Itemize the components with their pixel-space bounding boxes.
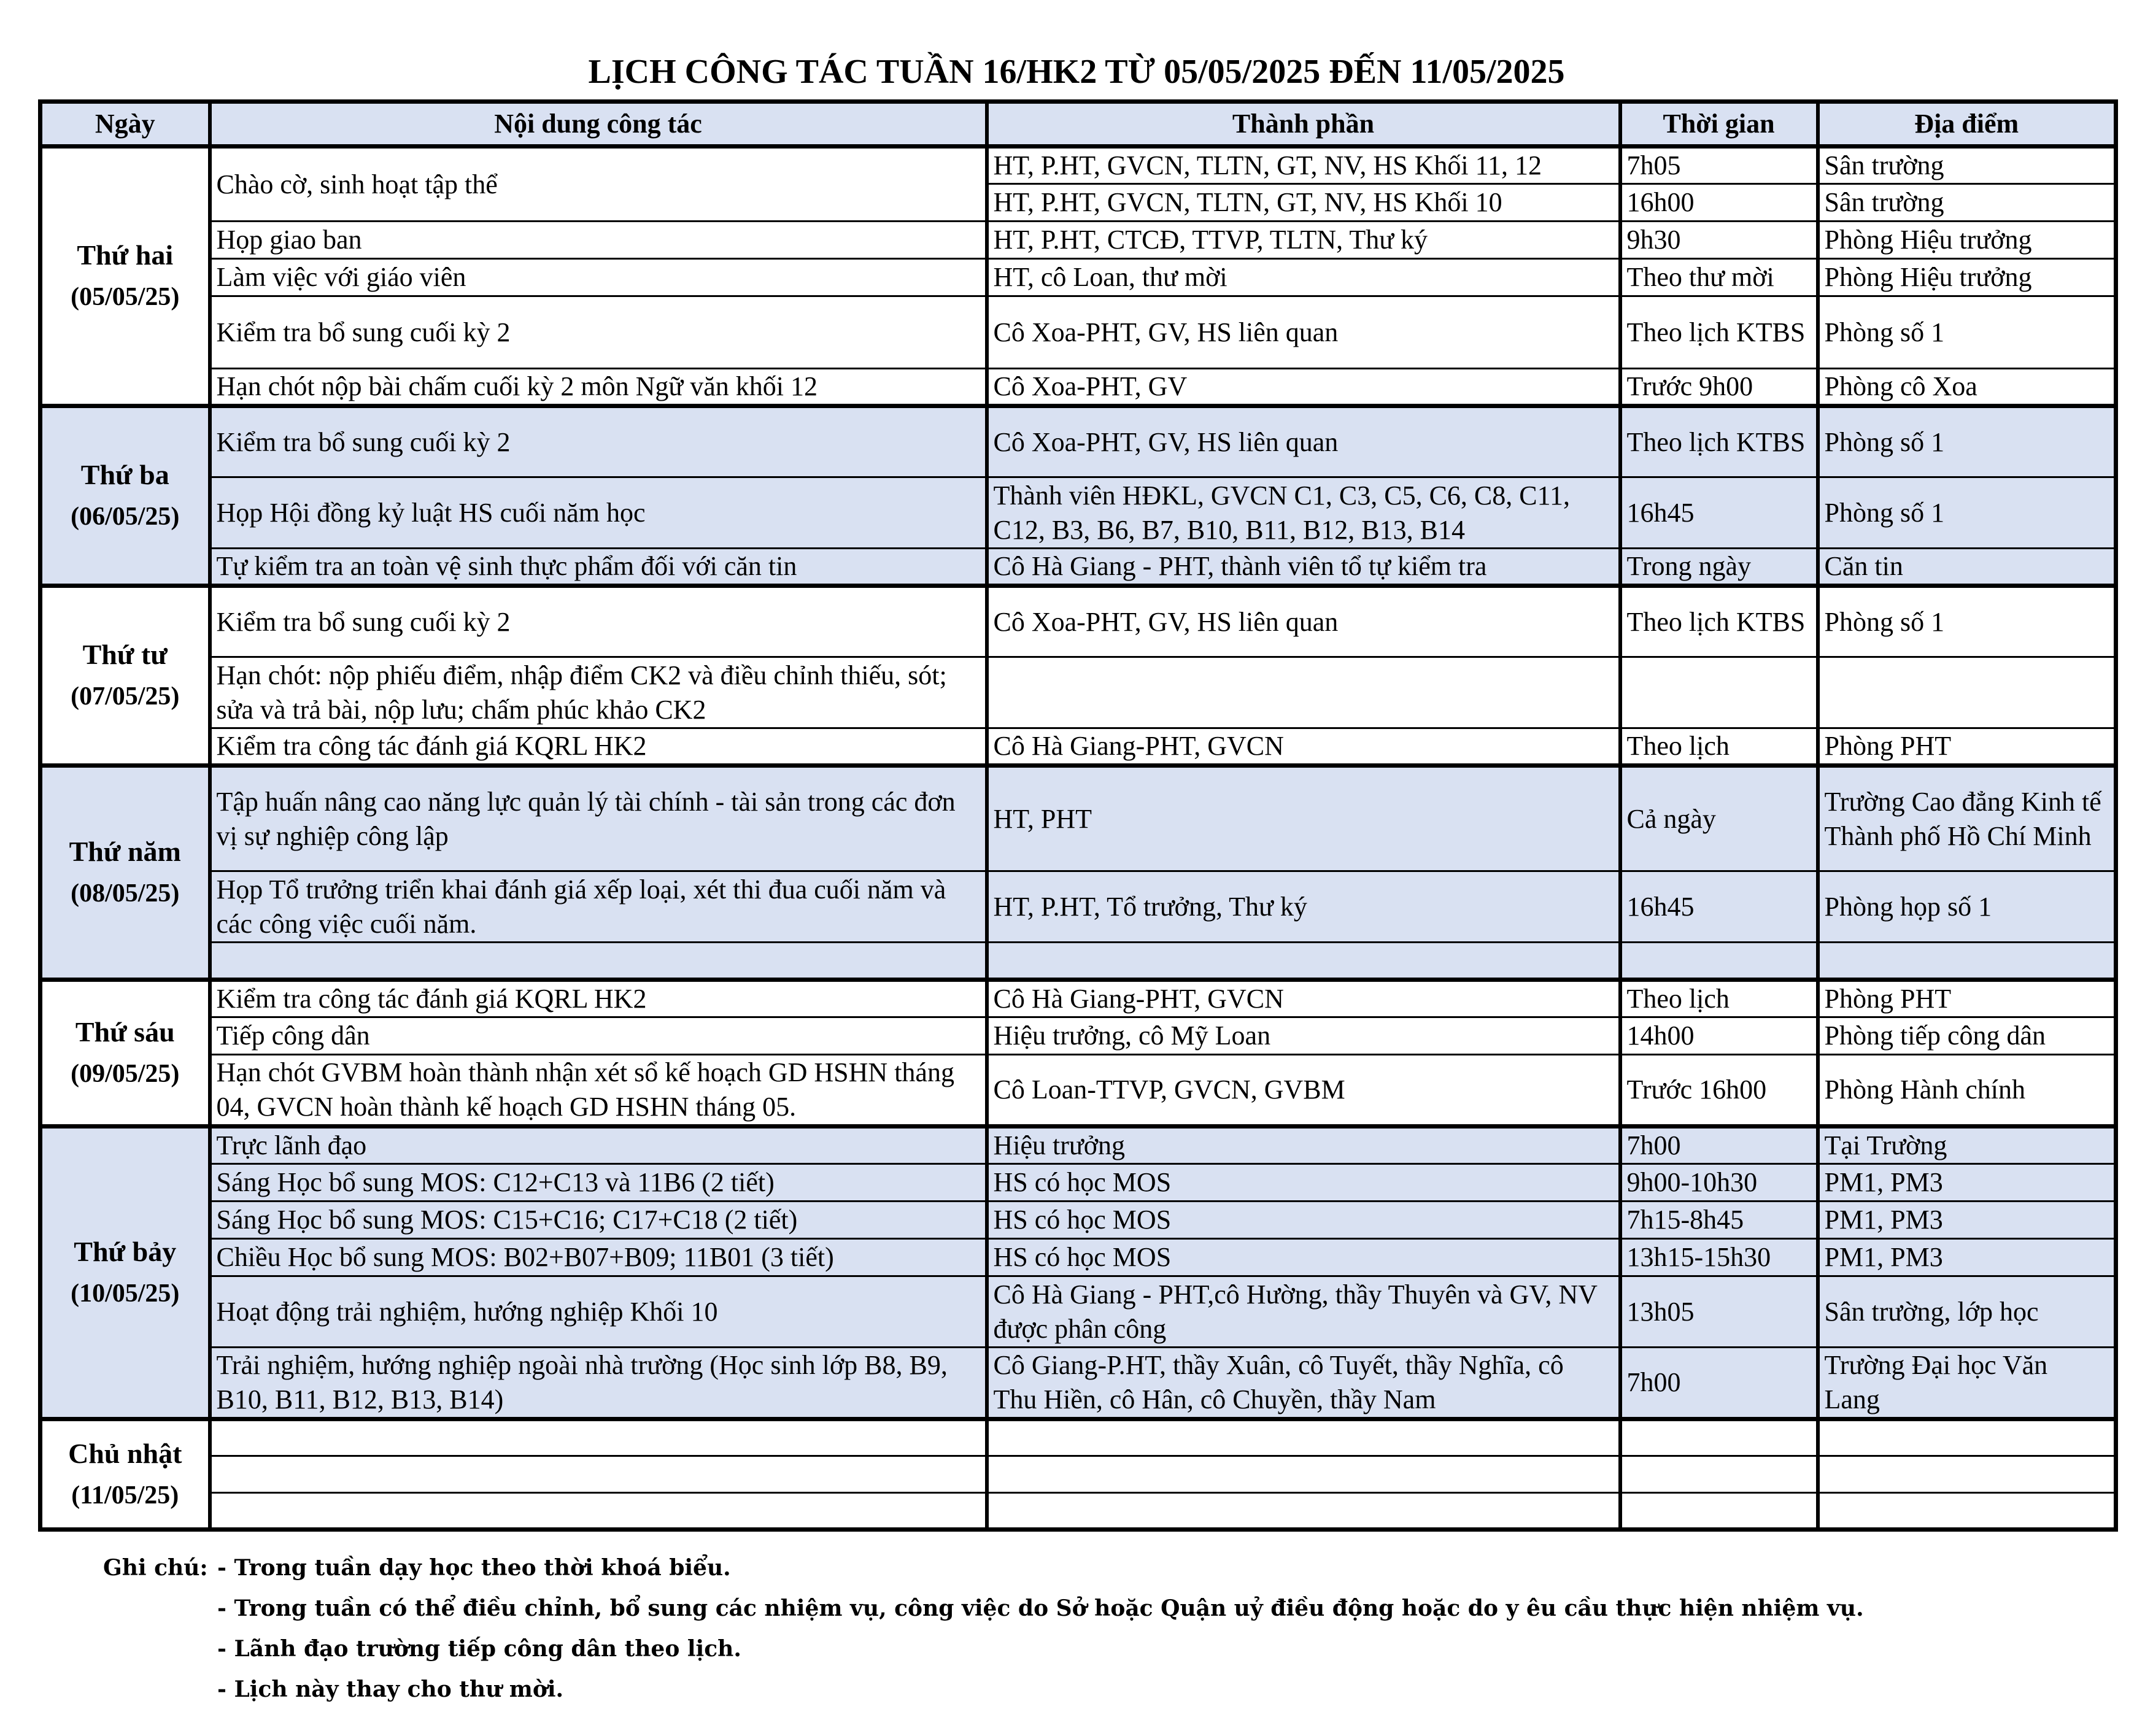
task-location bbox=[1818, 657, 2116, 728]
day-name: Thứ hai bbox=[77, 239, 174, 271]
task-location: Phòng PHT bbox=[1818, 980, 2116, 1017]
task-content: Tiếp công dân bbox=[210, 1017, 987, 1055]
day-name: Thứ ba bbox=[80, 459, 169, 490]
task-location: Phòng số 1 bbox=[1818, 296, 2116, 369]
task-time bbox=[1620, 1419, 1818, 1456]
task-content: Chào cờ, sinh hoạt tập thể bbox=[210, 147, 987, 222]
table-row bbox=[41, 728, 2116, 766]
note-item: - Lãnh đạo trường tiếp công dân theo lịch. bbox=[217, 1636, 741, 1662]
table-row bbox=[41, 871, 2116, 943]
day-cell bbox=[41, 766, 210, 980]
task-participants bbox=[987, 1419, 1620, 1456]
task-time: Trước 9h00 bbox=[1620, 369, 1818, 406]
day-group-wednesday bbox=[41, 586, 2116, 766]
task-location bbox=[1818, 943, 2116, 980]
task-time: Theo lịch KTBS bbox=[1620, 406, 1818, 477]
task-location: Trường Cao đẳng Kinh tế Thành phố Hồ Chí Minh bbox=[1818, 766, 2116, 871]
task-location: Phòng số 1 bbox=[1818, 406, 2116, 477]
note-item: - Lịch này thay cho thư mời. bbox=[217, 1676, 564, 1702]
day-name: Thứ sáu bbox=[75, 1016, 175, 1047]
task-participants bbox=[987, 1456, 1620, 1493]
table-row bbox=[41, 980, 2116, 1017]
task-location bbox=[1818, 1419, 2116, 1456]
table-row bbox=[41, 369, 2116, 406]
task-location bbox=[1818, 1493, 2116, 1530]
task-participants: HT, cô Loan, thư mời bbox=[987, 259, 1620, 296]
task-participants bbox=[987, 943, 1620, 980]
header-time: Thời gian bbox=[1620, 102, 1818, 147]
task-time: 7h05 bbox=[1620, 147, 1818, 184]
day-group-friday bbox=[41, 980, 2116, 1127]
day-date: (11/05/25) bbox=[71, 1481, 179, 1510]
task-participants: HT, PHT bbox=[987, 766, 1620, 871]
header-participants: Thành phần bbox=[987, 102, 1620, 147]
task-participants: Cô Hà Giang-PHT, GVCN bbox=[987, 728, 1620, 766]
task-time: Cả ngày bbox=[1620, 766, 1818, 871]
task-participants: Cô Xoa-PHT, GV, HS liên quan bbox=[987, 406, 1620, 477]
header-location: Địa điểm bbox=[1818, 102, 2116, 147]
day-group-sunday bbox=[41, 1419, 2116, 1530]
task-time: 9h00-10h30 bbox=[1620, 1164, 1818, 1202]
task-time: Trong ngày bbox=[1620, 549, 1818, 586]
task-location: PM1, PM3 bbox=[1818, 1202, 2116, 1239]
task-participants bbox=[987, 657, 1620, 728]
task-location: Phòng số 1 bbox=[1818, 586, 2116, 657]
table-row bbox=[41, 549, 2116, 586]
task-location: Sân trường bbox=[1818, 147, 2116, 184]
task-content: Kiểm tra bổ sung cuối kỳ 2 bbox=[210, 586, 987, 657]
table-header bbox=[41, 102, 2116, 147]
task-location: PM1, PM3 bbox=[1818, 1239, 2116, 1276]
table-row bbox=[41, 1276, 2116, 1348]
task-content: Trực lãnh đạo bbox=[210, 1127, 987, 1164]
task-time: 9h30 bbox=[1620, 222, 1818, 259]
task-content: Kiểm tra bổ sung cuối kỳ 2 bbox=[210, 296, 987, 369]
table-row bbox=[41, 1239, 2116, 1276]
table-row bbox=[41, 259, 2116, 296]
page-title: LỊCH CÔNG TÁC TUẦN 16/HK2 TỪ 05/05/2025 ĐẾN 11/05/2025 bbox=[588, 53, 1565, 91]
task-location: Phòng họp số 1 bbox=[1818, 871, 2116, 943]
task-participants: HT, P.HT, CTCĐ, TTVP, TLTN, Thư ký bbox=[987, 222, 1620, 259]
day-name: Thứ tư bbox=[82, 639, 168, 670]
task-content bbox=[210, 1419, 987, 1456]
task-content: Chiều Học bổ sung MOS: B02+B07+B09; 11B01 (3 tiết) bbox=[210, 1239, 987, 1276]
day-date: (10/05/25) bbox=[71, 1279, 180, 1308]
task-participants: HT, P.HT, GVCN, TLTN, GT, NV, HS Khối 10 bbox=[987, 184, 1620, 222]
task-content: Tập huấn nâng cao năng lực quản lý tài chính - tài sản trong các đơn vị sự nghiệp công lập bbox=[210, 766, 987, 871]
task-time: Trước 16h00 bbox=[1620, 1055, 1818, 1127]
task-location bbox=[1818, 1456, 2116, 1493]
task-content: Hạn chót: nộp phiếu điểm, nhập điểm CK2 và điều chỉnh thiếu, sót; sửa và trả bài, nộp lưu; chấm phúc khảo CK2 bbox=[210, 657, 987, 728]
task-participants: Cô Giang-P.HT, thầy Xuân, cô Tuyết, thầy Nghĩa, cô Thu Hiền, cô Hân, cô Chuyền, thầy Nam bbox=[987, 1348, 1620, 1419]
task-time: 7h15-8h45 bbox=[1620, 1202, 1818, 1239]
table-row bbox=[41, 1456, 2116, 1493]
task-time: Theo lịch KTBS bbox=[1620, 586, 1818, 657]
task-content: Trải nghiệm, hướng nghiệp ngoài nhà trường (Học sinh lớp B8, B9, B10, B11, B12, B13, B14) bbox=[210, 1348, 987, 1419]
table-row bbox=[41, 943, 2116, 980]
day-date: (05/05/25) bbox=[71, 283, 180, 311]
table-row bbox=[41, 1348, 2116, 1419]
task-participants: Thành viên HĐKL, GVCN C1, C3, C5, C6, C8, C11, C12, B3, B6, B7, B10, B11, B12, B13, B14 bbox=[987, 477, 1620, 549]
task-time bbox=[1620, 943, 1818, 980]
task-time: Theo lịch bbox=[1620, 728, 1818, 766]
notes-label: Ghi chú: bbox=[103, 1555, 208, 1581]
task-location: PM1, PM3 bbox=[1818, 1164, 2116, 1202]
task-time bbox=[1620, 1456, 1818, 1493]
task-participants bbox=[987, 1493, 1620, 1530]
notes-list bbox=[217, 1548, 1864, 1710]
task-time: 7h00 bbox=[1620, 1348, 1818, 1419]
task-location: Phòng PHT bbox=[1818, 728, 2116, 766]
header-content: Nội dung công tác bbox=[210, 102, 987, 147]
note-item: - Trong tuần dạy học theo thời khoá biểu. bbox=[217, 1555, 731, 1581]
task-participants: Cô Hà Giang - PHT, thành viên tổ tự kiểm tra bbox=[987, 549, 1620, 586]
task-content: Hạn chót GVBM hoàn thành nhận xét sổ kế hoạch GD HSHN tháng 04, GVCN hoàn thành kế hoạch GD HSHN tháng 05. bbox=[210, 1055, 987, 1127]
task-content: Hoạt động trải nghiệm, hướng nghiệp Khối 10 bbox=[210, 1276, 987, 1348]
task-content: Tự kiểm tra an toàn vệ sinh thực phẩm đối với căn tin bbox=[210, 549, 987, 586]
day-group-saturday bbox=[41, 1127, 2116, 1419]
day-group-tuesday bbox=[41, 406, 2116, 586]
task-participants: Cô Xoa-PHT, GV, HS liên quan bbox=[987, 586, 1620, 657]
table-row bbox=[41, 1419, 2116, 1456]
task-content: Họp Hội đồng kỷ luật HS cuối năm học bbox=[210, 477, 987, 549]
table-row bbox=[41, 657, 2116, 728]
task-location: Tại Trường bbox=[1818, 1127, 2116, 1164]
task-content bbox=[210, 1493, 987, 1530]
day-cell bbox=[41, 1127, 210, 1419]
note-item: - Trong tuần có thể điều chỉnh, bổ sung các nhiệm vụ, công việc do Sở hoặc Quận uỷ điều động hoặc do y êu cầu thực hiện nhiệm vụ. bbox=[217, 1595, 1864, 1621]
task-content bbox=[210, 943, 987, 980]
day-cell bbox=[41, 1419, 210, 1530]
task-participants: Cô Loan-TTVP, GVCN, GVBM bbox=[987, 1055, 1620, 1127]
day-cell bbox=[41, 980, 210, 1127]
day-date: (08/05/25) bbox=[71, 879, 180, 908]
task-participants: HS có học MOS bbox=[987, 1239, 1620, 1276]
day-cell bbox=[41, 586, 210, 766]
task-location: Trường Đại học Văn Lang bbox=[1818, 1348, 2116, 1419]
task-time bbox=[1620, 657, 1818, 728]
task-participants: Hiệu trưởng bbox=[987, 1127, 1620, 1164]
task-time bbox=[1620, 1493, 1818, 1530]
table-row bbox=[41, 1493, 2116, 1530]
task-location: Phòng Hiệu trưởng bbox=[1818, 222, 2116, 259]
task-location: Phòng Hiệu trưởng bbox=[1818, 259, 2116, 296]
task-time: 13h05 bbox=[1620, 1276, 1818, 1348]
day-cell bbox=[41, 406, 210, 586]
task-time: 13h15-15h30 bbox=[1620, 1239, 1818, 1276]
table-row bbox=[41, 1164, 2116, 1202]
task-location: Sân trường, lớp học bbox=[1818, 1276, 2116, 1348]
day-name: Thứ bảy bbox=[74, 1236, 177, 1267]
task-participants: Cô Xoa-PHT, GV bbox=[987, 369, 1620, 406]
task-content: Kiểm tra công tác đánh giá KQRL HK2 bbox=[210, 728, 987, 766]
task-location: Phòng số 1 bbox=[1818, 477, 2116, 549]
task-participants: Cô Hà Giang - PHT,cô Hường, thầy Thuyên và GV, NV được phân công bbox=[987, 1276, 1620, 1348]
task-participants: Cô Hà Giang-PHT, GVCN bbox=[987, 980, 1620, 1017]
task-content: Sáng Học bổ sung MOS: C12+C13 và 11B6 (2 tiết) bbox=[210, 1164, 987, 1202]
day-group-thursday bbox=[41, 766, 2116, 980]
header-row bbox=[41, 102, 2116, 147]
table-row bbox=[41, 1055, 2116, 1127]
header-day: Ngày bbox=[41, 102, 210, 147]
task-time: 16h45 bbox=[1620, 477, 1818, 549]
task-participants: HS có học MOS bbox=[987, 1202, 1620, 1239]
task-time: Theo lịch KTBS bbox=[1620, 296, 1818, 369]
task-content: Họp giao ban bbox=[210, 222, 987, 259]
table-row bbox=[41, 296, 2116, 369]
table-row bbox=[41, 766, 2116, 871]
day-date: (06/05/25) bbox=[71, 503, 180, 531]
task-time: 16h00 bbox=[1620, 184, 1818, 222]
task-location: Căn tin bbox=[1818, 549, 2116, 586]
task-content: Làm việc với giáo viên bbox=[210, 259, 987, 296]
task-time: Theo thư mời bbox=[1620, 259, 1818, 296]
task-time: Theo lịch bbox=[1620, 980, 1818, 1017]
task-participants: Hiệu trưởng, cô Mỹ Loan bbox=[987, 1017, 1620, 1055]
day-cell bbox=[41, 147, 210, 406]
day-date: (09/05/25) bbox=[71, 1060, 180, 1088]
task-time: 7h00 bbox=[1620, 1127, 1818, 1164]
task-location: Phòng tiếp công dân bbox=[1818, 1017, 2116, 1055]
task-participants: HT, P.HT, Tổ trưởng, Thư ký bbox=[987, 871, 1620, 943]
table-row bbox=[41, 586, 2116, 657]
table-row bbox=[41, 477, 2116, 549]
task-content: Họp Tổ trưởng triển khai đánh giá xếp loại, xét thi đua cuối năm và các công việc cuối năm. bbox=[210, 871, 987, 943]
task-participants: Cô Xoa-PHT, GV, HS liên quan bbox=[987, 296, 1620, 369]
day-group-monday bbox=[41, 147, 2116, 406]
task-content: Kiểm tra bổ sung cuối kỳ 2 bbox=[210, 406, 987, 477]
table-row bbox=[41, 406, 2116, 477]
day-date: (07/05/25) bbox=[71, 682, 180, 711]
table-row bbox=[41, 1202, 2116, 1239]
day-name: Thứ năm bbox=[69, 836, 181, 867]
table-row bbox=[41, 1127, 2116, 1164]
table-row bbox=[41, 147, 2116, 184]
schedule-table bbox=[38, 99, 2118, 1532]
task-location: Phòng Hành chính bbox=[1818, 1055, 2116, 1127]
task-participants: HT, P.HT, GVCN, TLTN, GT, NV, HS Khối 11, 12 bbox=[987, 147, 1620, 184]
task-content: Kiểm tra công tác đánh giá KQRL HK2 bbox=[210, 980, 987, 1017]
task-time: 16h45 bbox=[1620, 871, 1818, 943]
task-time: 14h00 bbox=[1620, 1017, 1818, 1055]
task-content: Sáng Học bổ sung MOS: C15+C16; C17+C18 (2 tiết) bbox=[210, 1202, 987, 1239]
task-content: Hạn chót nộp bài chấm cuối kỳ 2 môn Ngữ văn khối 12 bbox=[210, 369, 987, 406]
task-participants: HS có học MOS bbox=[987, 1164, 1620, 1202]
task-location: Phòng cô Xoa bbox=[1818, 369, 2116, 406]
task-content bbox=[210, 1456, 987, 1493]
table-row bbox=[41, 1017, 2116, 1055]
task-location: Sân trường bbox=[1818, 184, 2116, 222]
day-name: Chủ nhật bbox=[68, 1437, 182, 1469]
table-row bbox=[41, 222, 2116, 259]
